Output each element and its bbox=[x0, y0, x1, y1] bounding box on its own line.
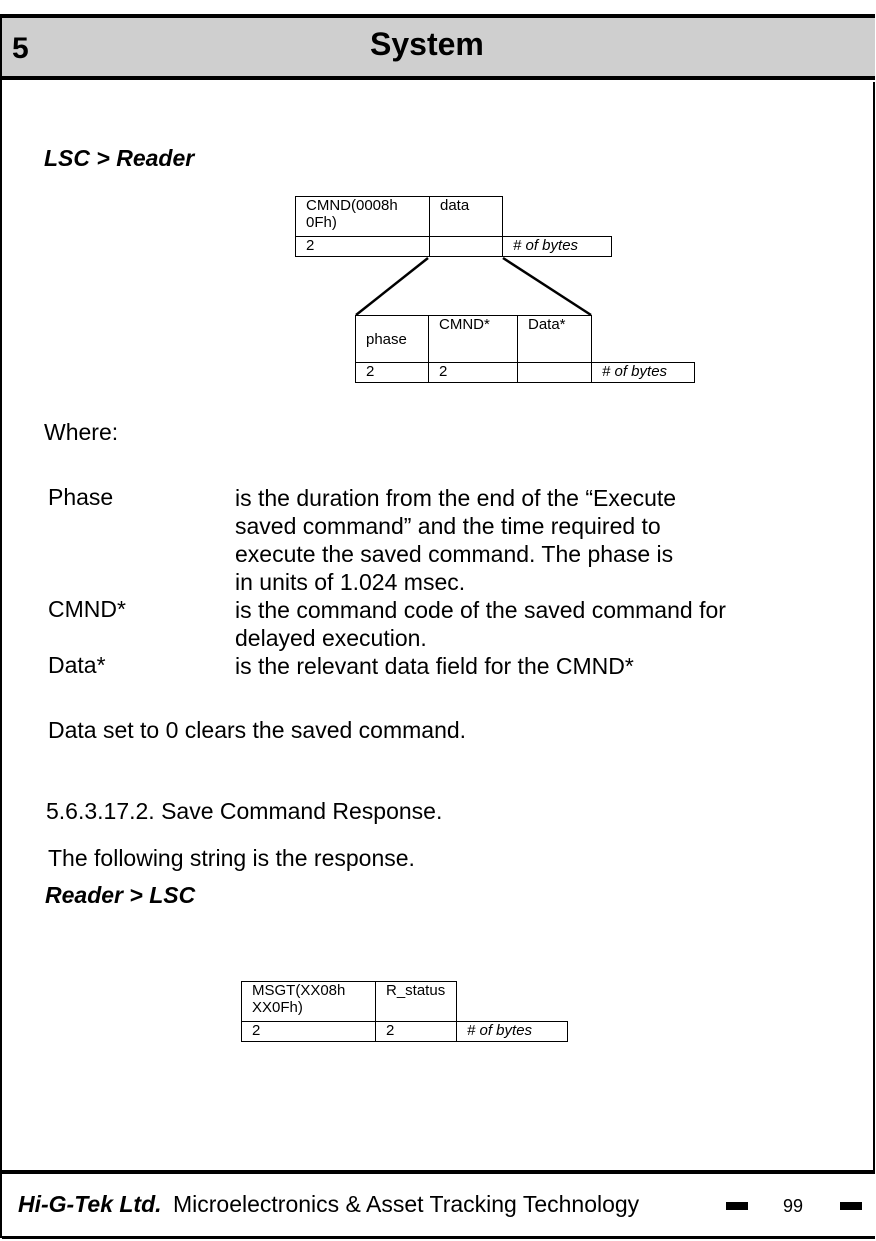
definition-term-cmnd: CMND* bbox=[48, 596, 126, 622]
request-heading: LSC > Reader bbox=[44, 145, 195, 171]
definition-term-phase: Phase bbox=[48, 484, 114, 510]
footer-dash-left bbox=[726, 1202, 748, 1210]
cmnd-bytes-cell: 2 bbox=[429, 363, 518, 383]
msgt-cell bbox=[242, 982, 376, 1022]
bytes-label-cell: # of bytes bbox=[457, 1022, 568, 1042]
cmnd-star-cell: CMND* bbox=[429, 316, 518, 363]
footer-dash-right bbox=[840, 1202, 862, 1210]
footer-rule bbox=[2, 1170, 875, 1174]
definition-line: in units of 1.024 msec. bbox=[235, 569, 466, 595]
data-breakdown-table bbox=[355, 315, 695, 383]
page-number: 99 bbox=[783, 1196, 804, 1216]
definition-text-phase bbox=[235, 484, 676, 596]
footer-company: Hi-G-Tek Ltd. bbox=[18, 1191, 162, 1217]
data-cell: data bbox=[430, 197, 503, 237]
data-bytes-cell bbox=[518, 363, 592, 383]
phase-bytes-cell: 2 bbox=[356, 363, 429, 383]
phase-cell: phase bbox=[356, 316, 429, 363]
msgt-bytes-cell: 2 bbox=[242, 1022, 376, 1042]
definition-text-cmnd bbox=[235, 596, 726, 652]
where-label: Where: bbox=[44, 419, 119, 445]
definition-line: is the duration from the end of the “Execute bbox=[235, 485, 677, 511]
status-cell: R_status bbox=[376, 982, 457, 1022]
cmnd-bytes-cell: 2 bbox=[296, 237, 430, 257]
clear-note: Data set to 0 clears the saved command. bbox=[48, 717, 467, 743]
definition-term-data: Data* bbox=[48, 652, 106, 678]
definition-line: delayed execution. bbox=[235, 625, 427, 651]
definition-line: is the relevant data field for the CMND* bbox=[235, 653, 634, 679]
definition-line: saved command” and the time required to bbox=[235, 513, 661, 539]
definition-text-data bbox=[235, 652, 634, 680]
bytes-label-cell: # of bytes bbox=[503, 237, 612, 257]
response-heading: Reader > LSC bbox=[45, 882, 196, 908]
response-intro: The following string is the response. bbox=[48, 845, 415, 871]
definition-line: execute the saved command. The phase is bbox=[235, 541, 674, 567]
footer-tagline: Microelectronics & Asset Tracking Technology bbox=[173, 1191, 640, 1217]
empty-cell bbox=[457, 982, 568, 1022]
msgt-label: MSGT(XX08h bbox=[252, 982, 346, 999]
expansion-line-right bbox=[503, 258, 591, 315]
footer-bottom-rule bbox=[2, 1236, 875, 1239]
expansion-line-left bbox=[356, 258, 428, 315]
cmnd-label: CMND(0008h bbox=[306, 197, 398, 214]
chapter-number: 5 bbox=[12, 32, 29, 65]
section-title: 5.6.3.17.2. Save Command Response. bbox=[46, 798, 443, 824]
data-star-cell: Data* bbox=[518, 316, 592, 363]
msgt-label-cont: XX0Fh) bbox=[252, 999, 303, 1016]
status-bytes-cell: 2 bbox=[376, 1022, 457, 1042]
response-frame-table bbox=[241, 981, 568, 1042]
cmnd-label-cont: 0Fh) bbox=[306, 214, 337, 231]
empty-cell bbox=[592, 316, 695, 363]
bytes-label-cell: # of bytes bbox=[592, 363, 695, 383]
page-title: System bbox=[370, 26, 484, 62]
definition-line: is the command code of the saved command for bbox=[235, 597, 726, 623]
